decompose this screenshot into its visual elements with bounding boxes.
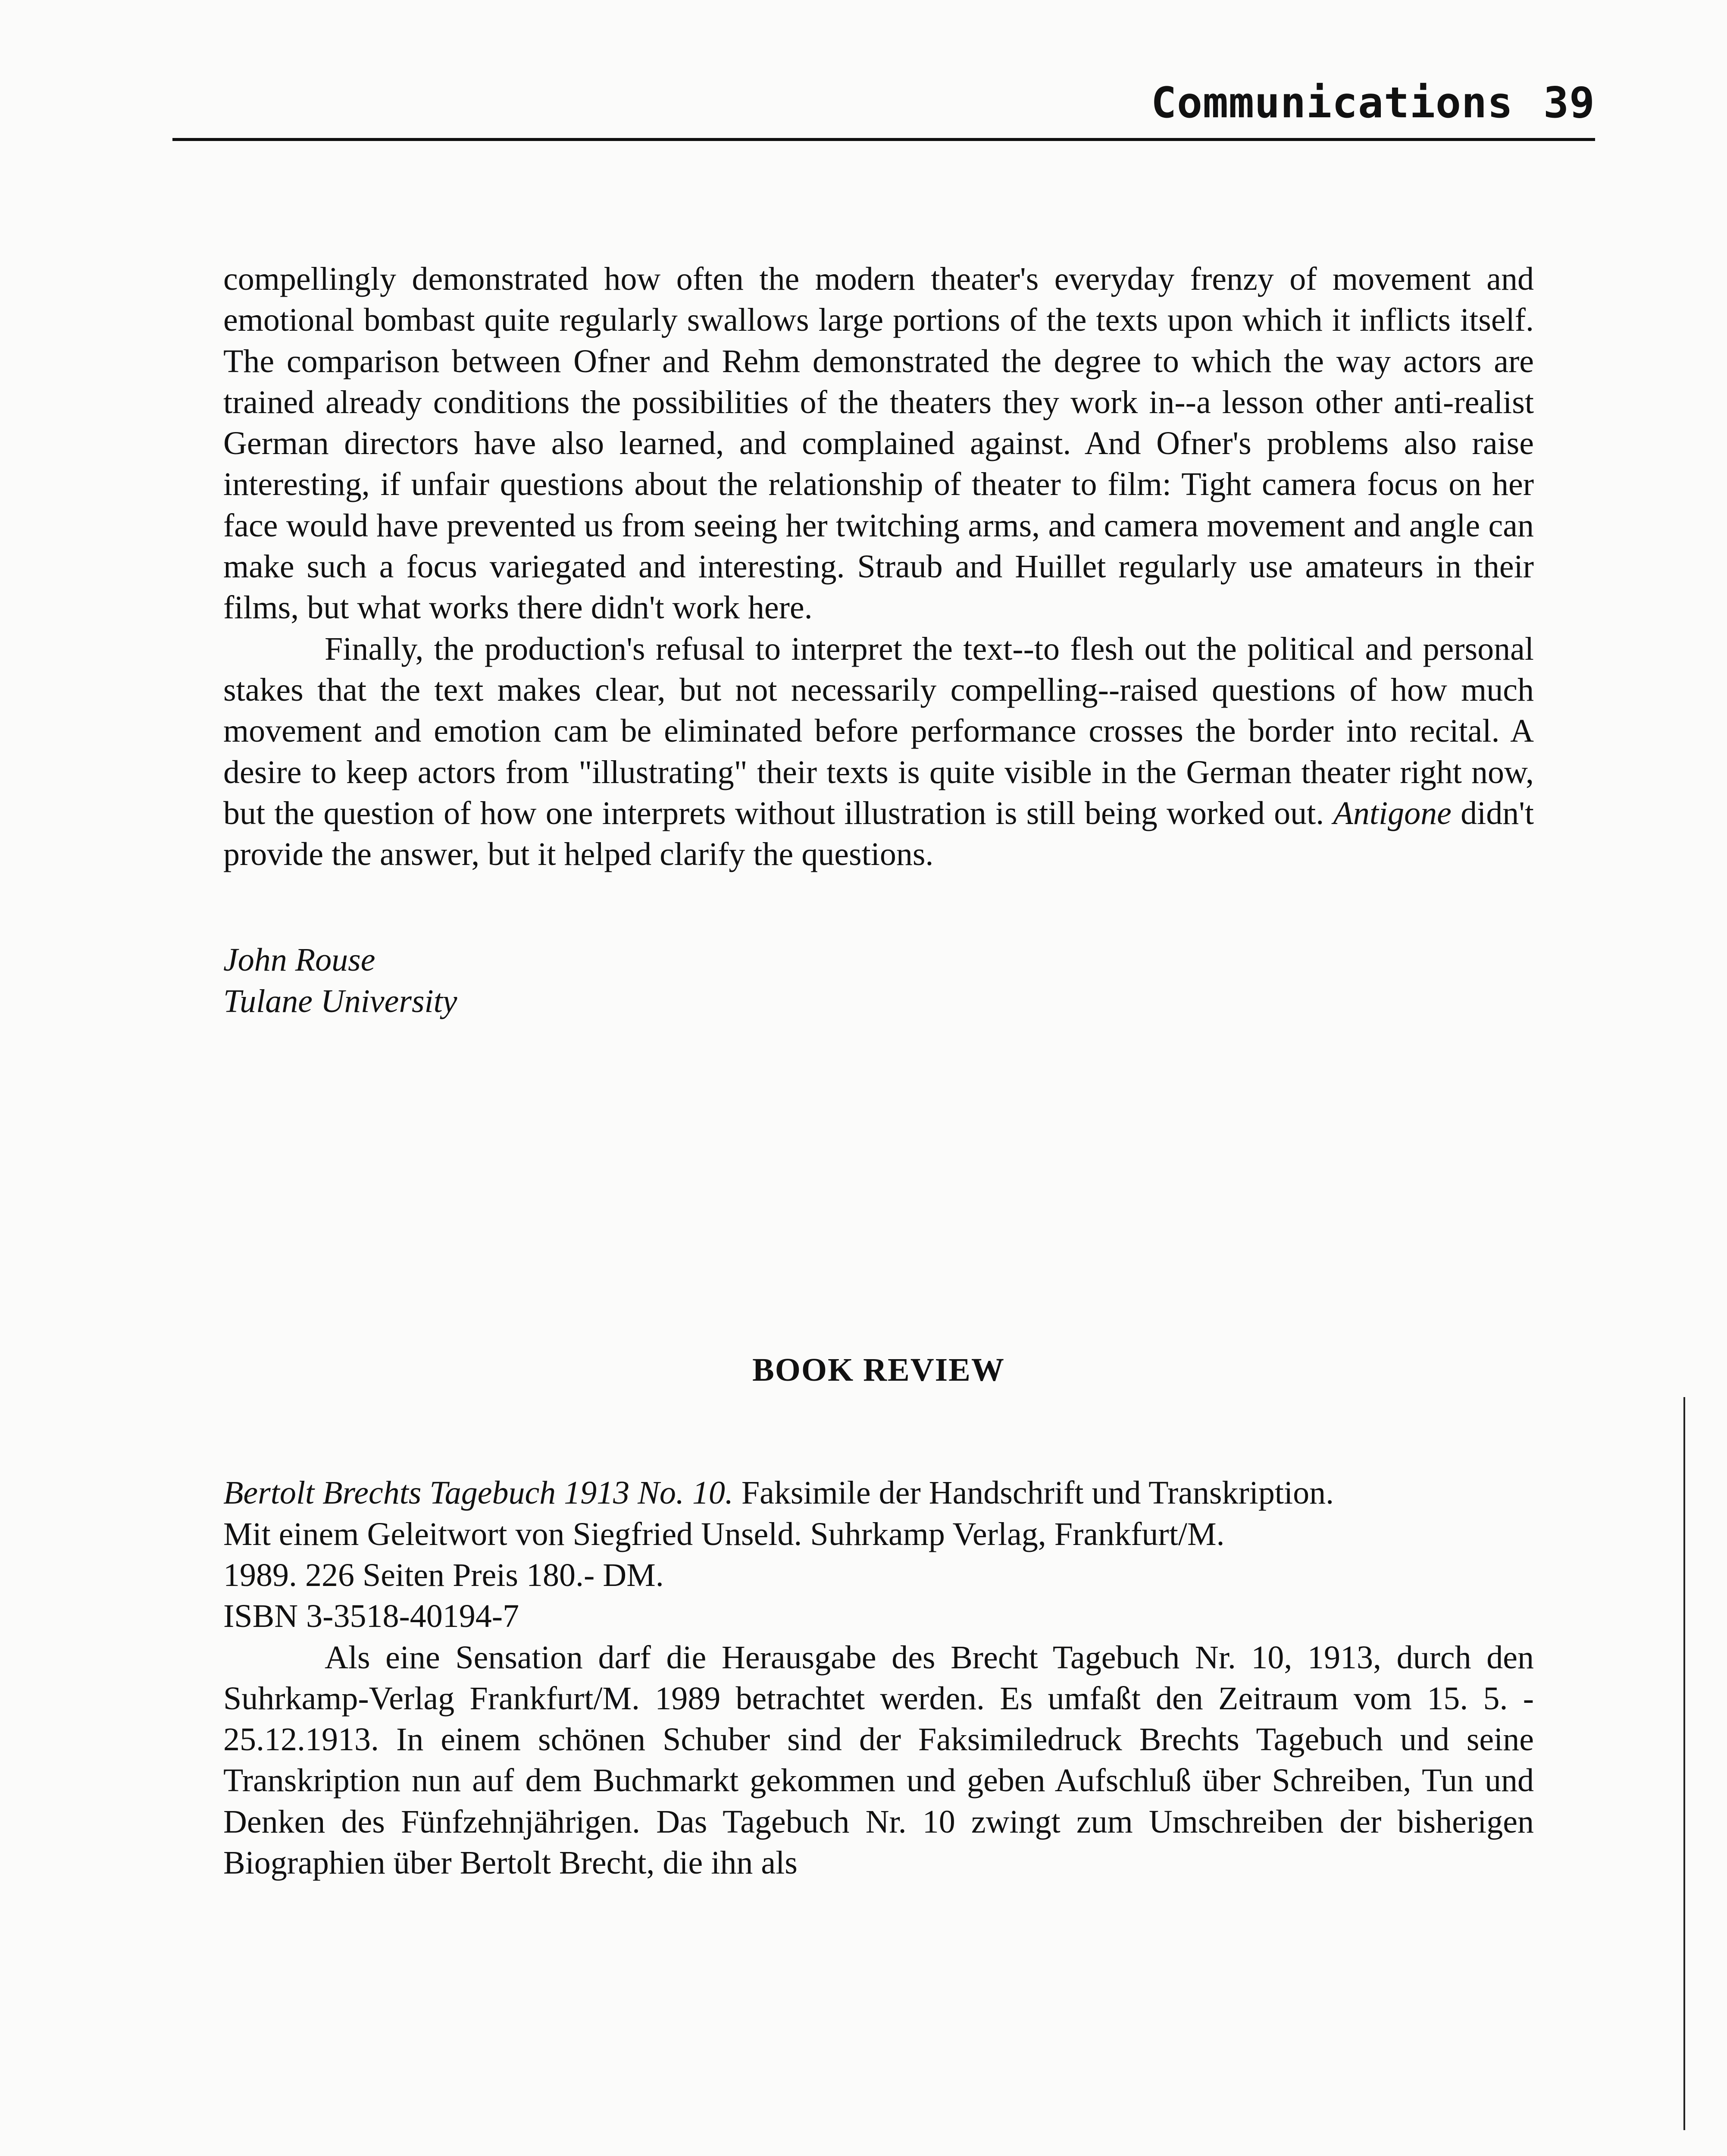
section-title: Communications (1151, 78, 1513, 128)
citation-text: Faksimile der Handschrift und Transkription. (741, 1475, 1334, 1511)
book-title: Bertolt Brechts Tagebuch 1913 No. 10. (223, 1475, 733, 1511)
article-paragraph (223, 629, 1534, 875)
author-affiliation: Tulane University (223, 983, 457, 1019)
header-title (1151, 78, 1595, 128)
page-number: 39 (1543, 78, 1595, 128)
margin-line (1683, 1397, 1685, 2130)
citation-isbn: ISBN 3-3518-40194-7 (223, 1598, 519, 1635)
author-signature (223, 940, 1534, 1022)
page-content (223, 259, 1534, 1883)
review-paragraph: Als eine Sensation darf die Herausgabe des Brecht Tagebuch Nr. 10, 1913, durch den Suhrkamp-Verlag Frankfurt/M. 1989 betrachtet werden. Es umfaßt den Zeitraum vom 15. 5. - 25.12.1913. In einem schönen Schuber sind der Faksimiledruck Brechts Tagebuch und seine Transkription nun auf dem Buchmarkt gekommen und geben Aufschluß über Schreiben, Tun und Denken des Fünfzehnjährigen. Das Tagebuch Nr. 10 zwingt zum Umschreiben der bisherigen Biographien über Bertolt Brecht, die ihn als (223, 1639, 1534, 1881)
running-header (172, 73, 1595, 141)
citation-line: Mit einem Geleitwort von Siegfried Unseld. Suhrkamp Verlag, Frankfurt/M. (223, 1516, 1225, 1552)
author-name: John Rouse (223, 942, 375, 978)
citation-line: 1989. 226 Seiten Preis 180.- DM. (223, 1557, 664, 1593)
article-paragraph: compellingly demonstrated how often the modern theater's everyday frenzy of movement and emotional bombast quite regularly swallows large portions of the texts upon which it inflicts itself. The comparison between Ofner and Rehm demonstrated the degree to which the way actors are trained already conditions the possibilities of the theaters they work in--a lesson other anti-realist German directors have also learned, and complained against. And Ofner's problems also raise interesting, if unfair questions about the relationship of theater to film: Tight camera focus on her face would have prevented us from seeing her twitching arms, and camera movement and angle can make such a focus variegated and interesting. Straub and Huillet regularly use amateurs in their films, but what works there didn't work here. (223, 261, 1534, 626)
citation-line (223, 1473, 1534, 1514)
paragraph-text: didn't provide the answer, but it helped clarify the questions. (223, 795, 1534, 873)
book-citation (223, 1473, 1534, 1637)
play-title: Antigone (1333, 795, 1452, 831)
paragraph-text: Finally, the production's refusal to interpret the text--to flesh out the political and personal stakes that the text makes clear, but not necessarily compelling--raised questions of how much movement and emotion cam be eliminated before performance crosses the border into recital. A desire to keep actors from "illustrating" their texts is quite visible in the German theater right now, but the question of how one interprets without illustration is still being worked out. (223, 630, 1534, 831)
section-heading: BOOK REVIEW (752, 1352, 1005, 1388)
